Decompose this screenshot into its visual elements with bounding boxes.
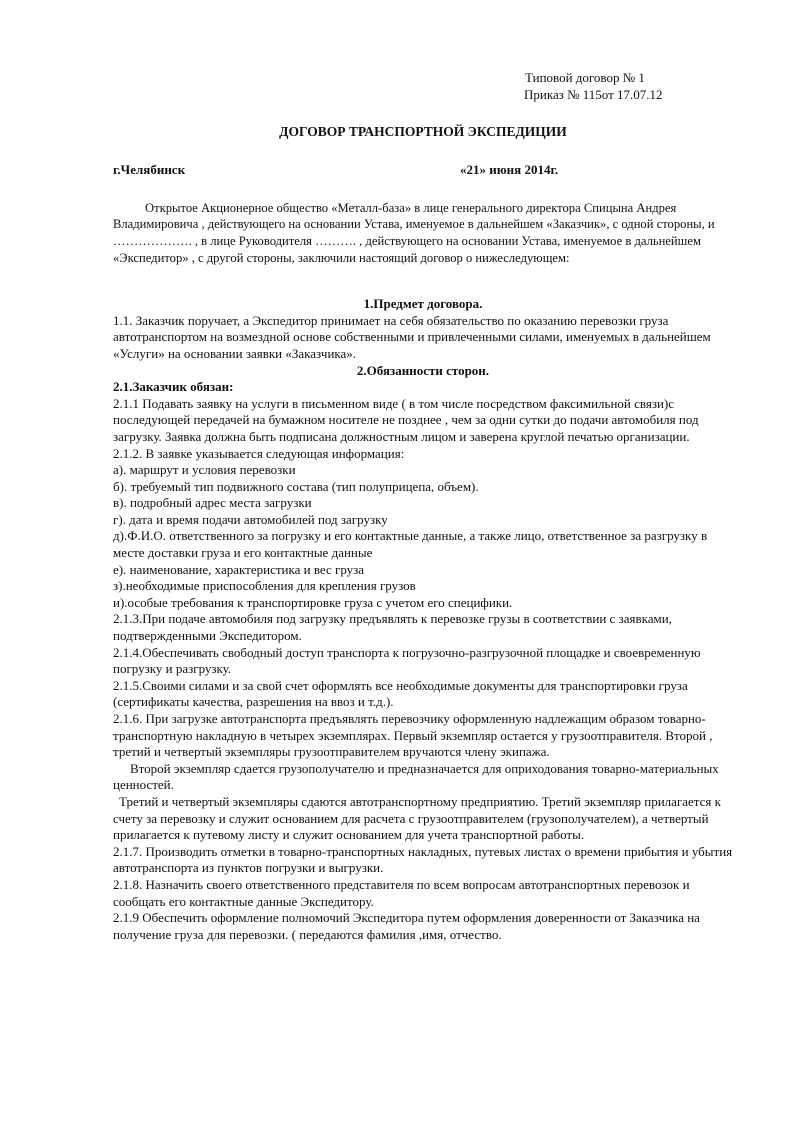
clause-2-1-1: 2.1.1 Подавать заявку на услуги в письменном виде ( в том числе посредством факсимильной связи)с последующей передачей на бумажном носителе не позднее , чем за одни сутки до подачи автомобиля под загрузку. Заявка должна быть подписана должностным лицом и заверена круглой печатью организации. (113, 395, 699, 444)
clause-1-1: 1.1. Заказчик поручает, а Экспедитор принимает на себя обязательство по оказанию перевозки груза автотранспортом на возмездной основе собственными и привлеченными силами, именуемых в дальнейшем «Услуги» на основании заявки «Заказчика». (113, 312, 711, 361)
order-number: Приказ № 115от 17.07.12 (524, 86, 663, 102)
clause-2-1-8: 2.1.8. Назначить своего ответственного представителя по всем вопросам автотранспортных перевозок и сообщать его контактные данные Экспедитору. (113, 876, 690, 909)
section-1-title: 1.Предмет договора. (363, 296, 483, 312)
list-item: г). дата и время подачи автомобилей под загрузку (113, 511, 388, 527)
document-page (113, 70, 733, 943)
clause-2-1-6-third-fourth-copy: Третий и четвертый экземпляры сдаются автотранспортному предприятию. Третий экземпляр прилагается к счету за перевозку и служит основанием для расчета с грузоотправителем (грузополучателем), а четвертый прилагается к путевому листу и служит основанием для учета транспортной работы. (113, 793, 721, 843)
clause-2-1-6-second-copy: Второй экземпляр сдается грузополучателю и предназначается для оприходования товарно-материальных ценностей. (113, 760, 719, 793)
document-title: ДОГОВОР ТРАНСПОРТНОЙ ЭКСПЕДИЦИИ (279, 124, 567, 140)
clause-2-1-5: 2.1.5.Своими силами и за свой счет оформлять все необходимые документы для транспортировки груза (сертификаты качества, разрешения на ввоз и т.д.). (113, 677, 688, 710)
city-date-line (113, 162, 733, 179)
clause-2-1-9: 2.1.9 Обеспечить оформление полномочий Экспедитора путем оформления доверенности от Заказчика на получение груза для перевозки. ( передаются фамилия ,имя, отчество. (113, 910, 700, 942)
contract-date: «21» июня 2014г. (460, 161, 559, 177)
subsection-2-1: 2.1.Заказчик обязан: (113, 379, 234, 395)
list-item: е). наименование, характеристика и вес груза (113, 561, 365, 577)
list-item: д).Ф.И.О. ответственного за погрузку и его контактные данные, а также лицо, ответственное за разгрузку в месте доставки груза и его контактные данные (113, 528, 708, 561)
list-item: в). подробный адрес места загрузки (113, 495, 312, 511)
city: г.Челябинск (113, 161, 186, 177)
clause-2-1-6: 2.1.6. При загрузке автотранспорта предъявлять перевозчику оформленную надлежащим образом товарно-транспортную накладную в четырех экземплярах. Первый экземпляр остается у грузоотправителя. Второй , третий и четвертый экземпляры грузоотправителем вручаются члену экипажа. (113, 711, 713, 760)
list-item: б). требуемый тип подвижного состава (тип полуприцепа, объем). (113, 478, 479, 494)
clause-2-1-4: 2.1.4.Обеспечивать свободный доступ транспорта к погрузочно-разгрузочной площадке и своевременную погрузку и разгрузку. (113, 644, 701, 677)
clause-2-1-7: 2.1.7. Производить отметки в товарно-транспортных накладных, путевых листах о времени прибытия и убытия автотранспорта из пунктов погрузки и выгрузки. (113, 843, 733, 876)
section-2-title: 2.Обязанности сторон. (356, 362, 490, 378)
list-item: и).особые требования к транспортировке груза с учетом его специфики. (113, 594, 513, 610)
contract-type: Типовой договор № 1 (525, 70, 645, 85)
list-item: а). маршрут и условия перевозки (113, 462, 296, 478)
list-item: з).необходимые приспособления для крепления грузов (113, 578, 416, 594)
clause-2-1-3: 2.1.3.При подаче автомобиля под загрузку предъявлять к перевозке грузы в соответствии с заявками, подтвержденными Экспедитором. (113, 611, 672, 644)
clause-2-1-2: 2.1.2. В заявке указывается следующая информация: (113, 445, 405, 461)
intro-paragraph: Открытое Акционерное общество «Металл-база» в лице генерального директора Спицына Андрея Владимировича , действующего на основании Устава, именуемое в дальнейшем «Заказчик», с одной стороны, и ………………. , в лице Руководителя ………. , действующего на основании Устава, именуемое в дальнейшем «Экспедитор» , с другой стороны, заключили настоящий договор о нижеследующем: (113, 200, 715, 265)
